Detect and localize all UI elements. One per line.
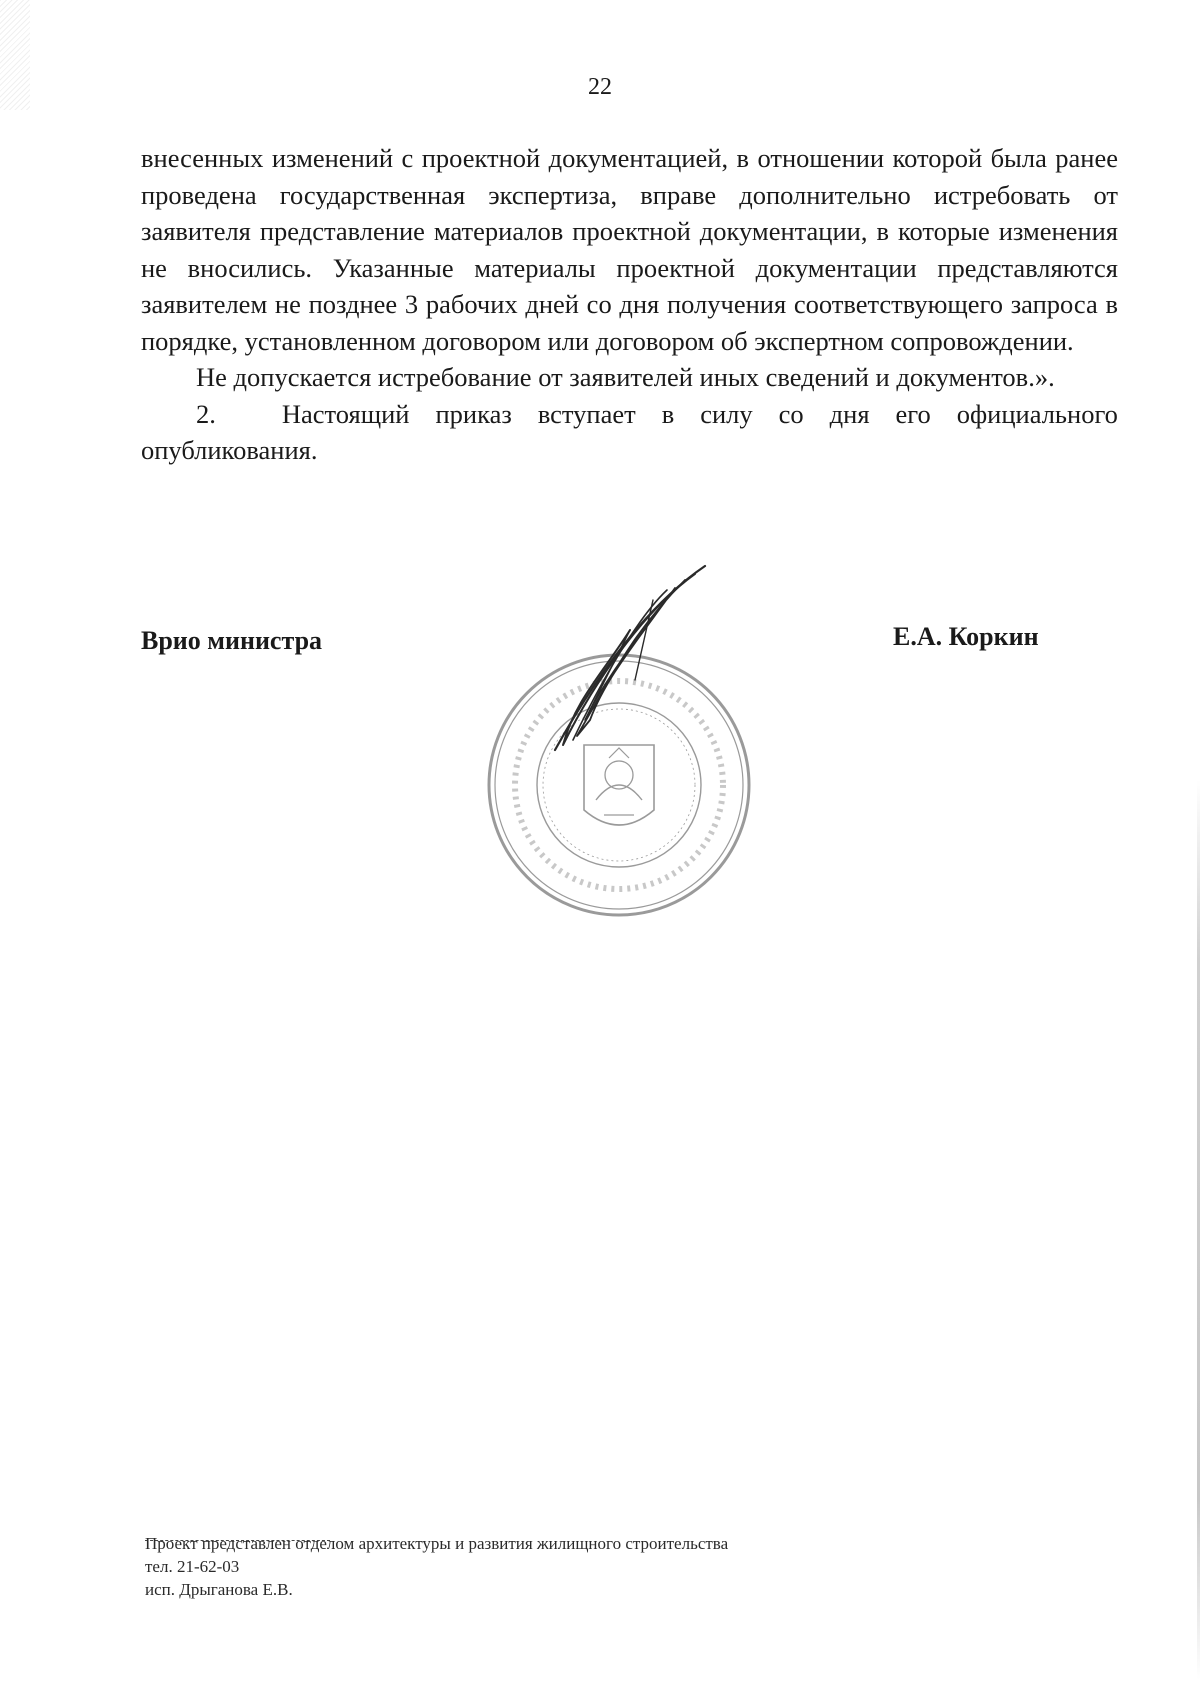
- item-word: со: [778, 398, 804, 429]
- paragraph-continuation: внесенных изменений с проектной документацией, в отношении которой была ранее проведена государственная экспертиза, вправе дополнительно истребовать от заявителя представление материалов проектной документации, в которые изменения не вносились. Указанные материалы проектной документации представляются заявителем не позднее 3 рабочих дней со дня получения соответствующего запроса в порядке, установленном договором или договором об экспертном сопровождении.: [141, 143, 1118, 356]
- item-word: силу: [700, 398, 753, 429]
- item-word: в: [661, 398, 675, 429]
- signatory-title: Врио министра: [141, 626, 323, 655]
- footer-phone-line: тел. 21-62-03: [145, 1557, 240, 1576]
- item-word: официального: [956, 398, 1118, 429]
- handwritten-signature-icon: [535, 560, 715, 760]
- item-number: 2.: [196, 398, 216, 429]
- item-word: приказ: [435, 398, 512, 429]
- footer-note: [145, 1532, 728, 1601]
- page-number: 22: [588, 74, 612, 100]
- signatory-name: Е.А. Коркин: [893, 622, 1039, 651]
- item-continuation: опубликования.: [141, 435, 318, 465]
- paragraph-prohibition: Не допускается истребование от заявителей иных сведений и документов.».: [196, 362, 1055, 392]
- numbered-item-2: [141, 396, 1118, 433]
- item-word: дня: [829, 398, 870, 429]
- item-word: вступает: [537, 398, 636, 429]
- footer-executor-line: исп. Дрыганова Е.В.: [145, 1580, 293, 1599]
- item-word: Настоящий: [281, 398, 410, 429]
- document-body: [141, 140, 1118, 469]
- item-word: его: [895, 398, 931, 429]
- footer-project-line: Проект представлен отделом архитектуры и развития жилищного строительства: [145, 1534, 729, 1553]
